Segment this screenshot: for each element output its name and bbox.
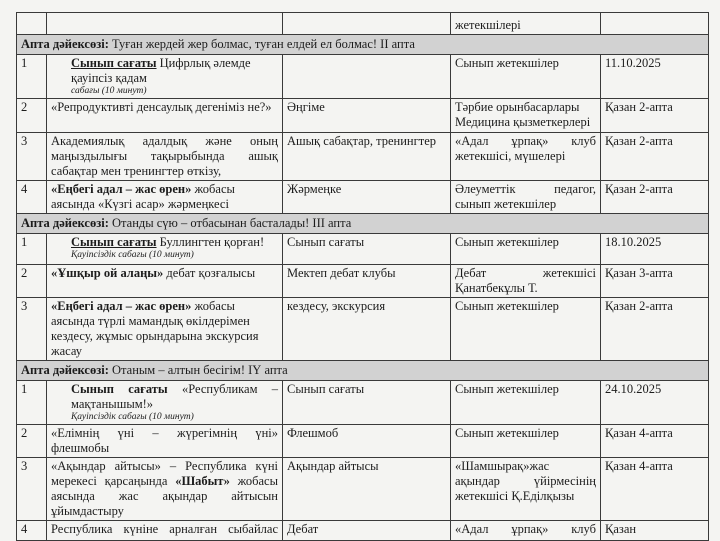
cell-date: Қазан 2-апта (601, 133, 709, 181)
cell-responsible: Сынып жетекшілер (451, 425, 601, 458)
cell-event (47, 234, 283, 265)
event-title: «Еңбегі адал – жас өрен» (51, 182, 192, 196)
cell-form: Сынып сағаты (283, 381, 451, 425)
cell-date: Қазан 3-апта (601, 265, 709, 298)
week-quote-text: Туған жердей жер болмас, туған елдей ел болмас! ІІ апта (112, 37, 415, 51)
event-note: сабағы (10 минут) (71, 86, 147, 96)
event-text: жобасы аясында «Күзгі асар» жәрмеңкесі (51, 182, 235, 211)
cell-form: Жәрмеңке (283, 181, 451, 214)
cell-form: Сынып сағаты (283, 234, 451, 265)
cell-date: 24.10.2025 (601, 381, 709, 425)
cell-form: Әңгіме (283, 99, 451, 133)
table-row (17, 425, 709, 458)
table-row (17, 55, 709, 99)
event-text: дебат қозғалысы (163, 266, 256, 280)
event-text: Буллингтен қорған! (156, 235, 265, 249)
week-quote-row (17, 35, 709, 55)
cell-event: Республика күніне арналған сыбайлас (47, 521, 283, 541)
cell-date (601, 13, 709, 35)
event-title: Сынып сағаты (71, 56, 157, 70)
cell-form: Ақындар айтысы (283, 458, 451, 521)
cell-form: Флешмоб (283, 425, 451, 458)
week-quote-label: Апта дәйексөзі: (21, 216, 109, 230)
events-table (16, 12, 709, 541)
event-title: Сынып сағаты (71, 382, 168, 396)
cell-responsible: «Адал ұрпақ» клуб жетекшісі, мүшелері (451, 133, 601, 181)
cell-num: 1 (17, 55, 47, 99)
event-text: жобасы аясында түрлі мамандық өкілдерімен кездесу, жұмыс орындарына экскурсия жасау (51, 299, 259, 358)
event-title: «Шабыт» (175, 474, 230, 488)
week-quote-text: Отаным – алтын бесігім! ІҮ апта (112, 363, 288, 377)
cell-event: «Репродуктивті денсаулық дегеніміз не?» (47, 99, 283, 133)
table-row (17, 265, 709, 298)
week-quote (17, 214, 709, 234)
cell-event: «Елімнің үні – жүрегімнің үні» флешмобы (47, 425, 283, 458)
cell-responsible: Дебат жетекшісі Қанатбекұлы Т. (451, 265, 601, 298)
cell-num: 4 (17, 181, 47, 214)
cell-event (47, 298, 283, 361)
cell-date: Қазан 4-апта (601, 425, 709, 458)
cell-num: 3 (17, 133, 47, 181)
week-quote-row (17, 214, 709, 234)
cell-num: 3 (17, 298, 47, 361)
cell-num: 3 (17, 458, 47, 521)
cell-num: 2 (17, 425, 47, 458)
cell-date: Қазан 2-апта (601, 181, 709, 214)
cell-form (283, 13, 451, 35)
week-quote-row (17, 361, 709, 381)
table-row (17, 99, 709, 133)
cell-form: Ашық сабақтар, тренингтер (283, 133, 451, 181)
cell-date: 11.10.2025 (601, 55, 709, 99)
cell-date: Қазан (601, 521, 709, 541)
cell-num: 2 (17, 265, 47, 298)
cell-num (17, 13, 47, 35)
cell-num: 4 (17, 521, 47, 541)
cell-responsible: жетекшілері (451, 13, 601, 35)
cell-responsible: Сынып жетекшілер (451, 55, 601, 99)
week-quote-label: Апта дәйексөзі: (21, 363, 109, 377)
cell-event (47, 13, 283, 35)
cell-responsible: Тәрбие орынбасарлары Медицина қызметкерлері (451, 99, 601, 133)
cell-num: 1 (17, 381, 47, 425)
event-title: «Еңбегі адал – жас өрен» (51, 299, 192, 313)
document-page (16, 12, 708, 541)
table-row (17, 234, 709, 265)
week-quote-label: Апта дәйексөзі: (21, 37, 109, 51)
event-text: «Республикам – мақтанышым!» (71, 382, 278, 411)
cell-responsible: Сынып жетекшілер (451, 381, 601, 425)
table-row (17, 181, 709, 214)
cell-date: Қазан 4-апта (601, 458, 709, 521)
event-note: Қауіпсіздік сабағы (10 минут) (71, 412, 194, 422)
cell-event (47, 265, 283, 298)
cell-num: 2 (17, 99, 47, 133)
cell-form: Дебат (283, 521, 451, 541)
event-text: Цифрлық әлемде қауіпсіз қадам (71, 56, 251, 85)
week-quote (17, 361, 709, 381)
cell-responsible: «Адал ұрпақ» клуб (451, 521, 601, 541)
cell-form: Мектеп дебат клубы (283, 265, 451, 298)
cell-form (283, 55, 451, 99)
cell-event (47, 181, 283, 214)
event-title: Сынып сағаты (71, 235, 157, 249)
event-text: жобасы аясында жас ақындар айтысын ұйымдастыру (51, 474, 278, 518)
cell-responsible: Сынып жетекшілер (451, 234, 601, 265)
cell-event: Академиялық адалдық және оның маңыздылығы тақырыбында ашық сабақтар мен тренингтер өткізу, (47, 133, 283, 181)
cell-form: кездесу, экскурсия (283, 298, 451, 361)
cell-responsible: Сынып жетекшілер (451, 298, 601, 361)
event-title: «Ұшқыр ой алаңы» (51, 266, 164, 280)
cell-responsible: Әлеуметтік педагог, сынып жетекшілер (451, 181, 601, 214)
cell-event (47, 381, 283, 425)
event-note: Қауіпсіздік сабағы (10 минут) (71, 250, 194, 260)
cell-event (47, 55, 283, 99)
table-row (17, 381, 709, 425)
table-row (17, 13, 709, 35)
week-quote (17, 35, 709, 55)
table-row (17, 521, 709, 541)
table-row (17, 458, 709, 521)
cell-event (47, 458, 283, 521)
cell-date: Қазан 2-апта (601, 99, 709, 133)
cell-date: 18.10.2025 (601, 234, 709, 265)
event-text: «Ақындар айтысы» – Республика күні мерекесі қарсаңында (51, 459, 278, 488)
cell-date: Қазан 2-апта (601, 298, 709, 361)
cell-responsible: «Шамшырақ»жас ақындар үйірмесінің жетекшісі Қ.Еділқызы (451, 458, 601, 521)
cell-num: 1 (17, 234, 47, 265)
table-row (17, 133, 709, 181)
table-row (17, 298, 709, 361)
week-quote-text: Отанды сүю – отбасынан басталады! ІІІ апта (112, 216, 352, 230)
